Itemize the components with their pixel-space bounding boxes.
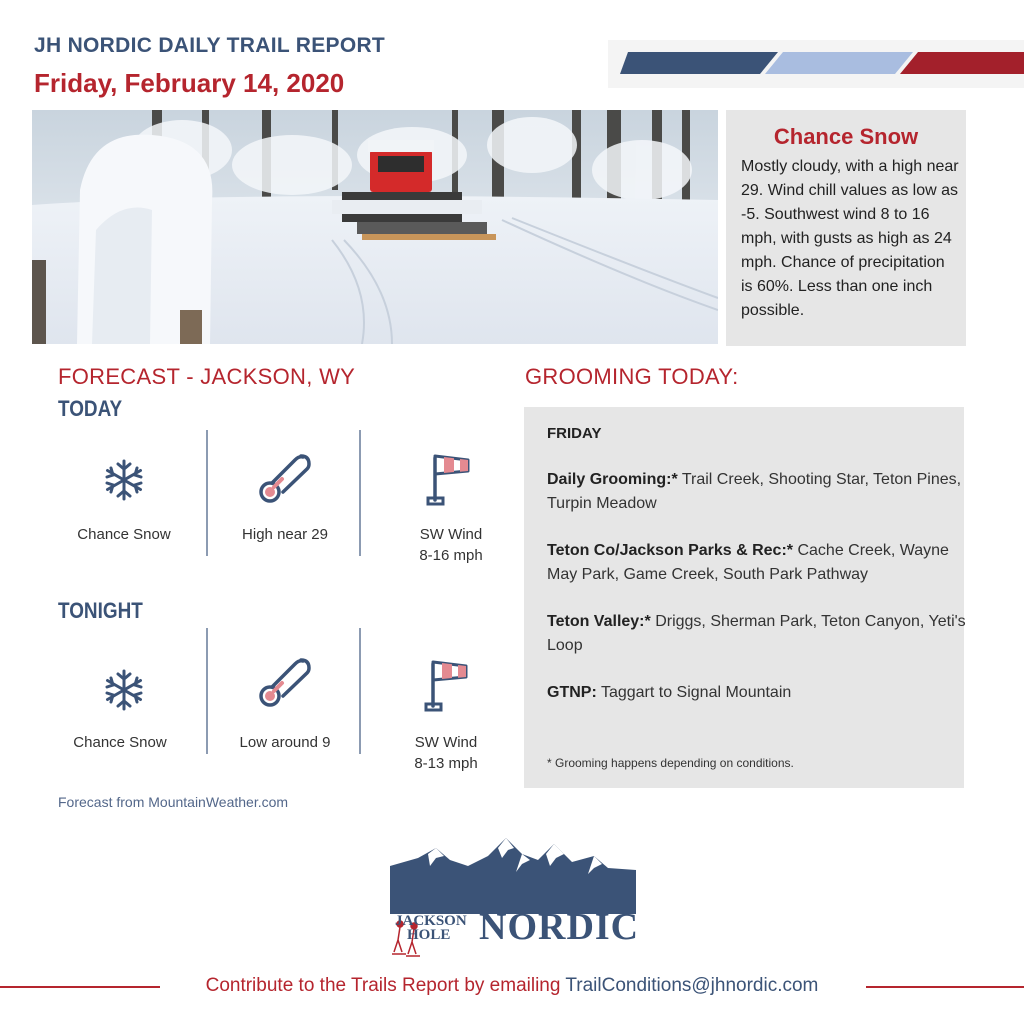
forecast-divider — [206, 628, 208, 754]
forecast-title: FORECAST - JACKSON, WY — [58, 364, 356, 389]
thermometer-icon — [258, 452, 314, 504]
today-label: TODAY — [58, 396, 123, 421]
today-temp-label: High near 29 — [242, 526, 328, 543]
logo-line2: HOLE — [407, 927, 451, 943]
grooming-trails: Trail Creek, Shooting Star, Teton Pines, Turpin Meadow — [547, 471, 962, 512]
forecast-divider — [206, 430, 208, 556]
grooming-trails: Taggart to Signal Mountain — [600, 684, 792, 701]
footer-email-link[interactable]: TrailConditions@jhnordic.com — [565, 975, 819, 996]
snowflake-icon — [102, 668, 146, 712]
footer-text: Contribute to the Trails Report by emailing — [205, 975, 561, 996]
tonight-wind-speed: 8-13 mph — [414, 755, 478, 772]
grooming-title: GROOMING TODAY: — [525, 364, 739, 389]
today-sky-label: Chance Snow — [77, 526, 171, 543]
tonight-label: TONIGHT — [58, 598, 143, 623]
grooming-area: Teton Co/Jackson Parks & Rec:* — [547, 542, 794, 559]
today-wind-direction: SW Wind — [419, 526, 483, 543]
grooming-entry — [547, 468, 967, 516]
logo-line1: JACKSON — [395, 913, 467, 929]
grooming-area: Daily Grooming:* — [547, 471, 678, 488]
tonight-wind-label — [381, 732, 511, 774]
stripe-graphic — [608, 40, 1024, 88]
today-wind-speed: 8-16 mph — [419, 547, 483, 564]
tonight-wind-direction: SW Wind — [414, 734, 478, 751]
grooming-panel — [524, 407, 964, 788]
forecast-divider — [359, 628, 361, 754]
grooming-entry — [547, 610, 967, 658]
trail-grooming-photo — [32, 110, 718, 344]
report-date: Friday, February 14, 2020 — [34, 68, 345, 98]
weather-summary-panel — [726, 110, 966, 346]
thermometer-icon — [258, 656, 314, 708]
tonight-temp-label: Low around 9 — [239, 734, 331, 751]
decorative-stripe-bar — [608, 40, 1024, 88]
grooming-area: GTNP: — [547, 684, 597, 701]
weather-description: Mostly cloudy, with a high near 29. Wind chill values as low as -5. Southwest wind 8 to 16 mph, with gusts as high as 24 mph. Chance of precipitation is 60%. Less than one inch possible. — [741, 158, 959, 319]
windsock-icon — [424, 452, 472, 508]
grooming-entry — [547, 539, 967, 587]
logo-wordmark: NORDIC — [479, 906, 640, 948]
grooming-entry — [547, 681, 967, 705]
today-wind-label — [386, 524, 516, 566]
grooming-trails: Cache Creek, Wayne May Park, Game Creek, South Park Pathway — [547, 542, 949, 583]
weather-condition: Chance Snow — [773, 124, 919, 149]
windsock-icon — [422, 658, 470, 714]
forecast-credit: Forecast from MountainWeather.com — [58, 794, 289, 810]
grooming-trails: Driggs, Sherman Park, Teton Canyon, Yeti's Loop — [547, 613, 966, 654]
logo-wordmark-small — [395, 914, 467, 942]
report-title: JH NORDIC DAILY TRAIL REPORT — [34, 34, 386, 57]
snowflake-icon — [102, 458, 146, 502]
grooming-footnote: * Grooming happens depending on conditions. — [547, 756, 794, 770]
footer-message — [0, 975, 1024, 997]
grooming-area: Teton Valley:* — [547, 613, 651, 630]
grooming-day: FRIDAY — [547, 425, 602, 442]
forecast-divider — [359, 430, 361, 556]
tonight-sky-label: Chance Snow — [73, 734, 167, 751]
mountain-logo-icon — [388, 836, 638, 916]
